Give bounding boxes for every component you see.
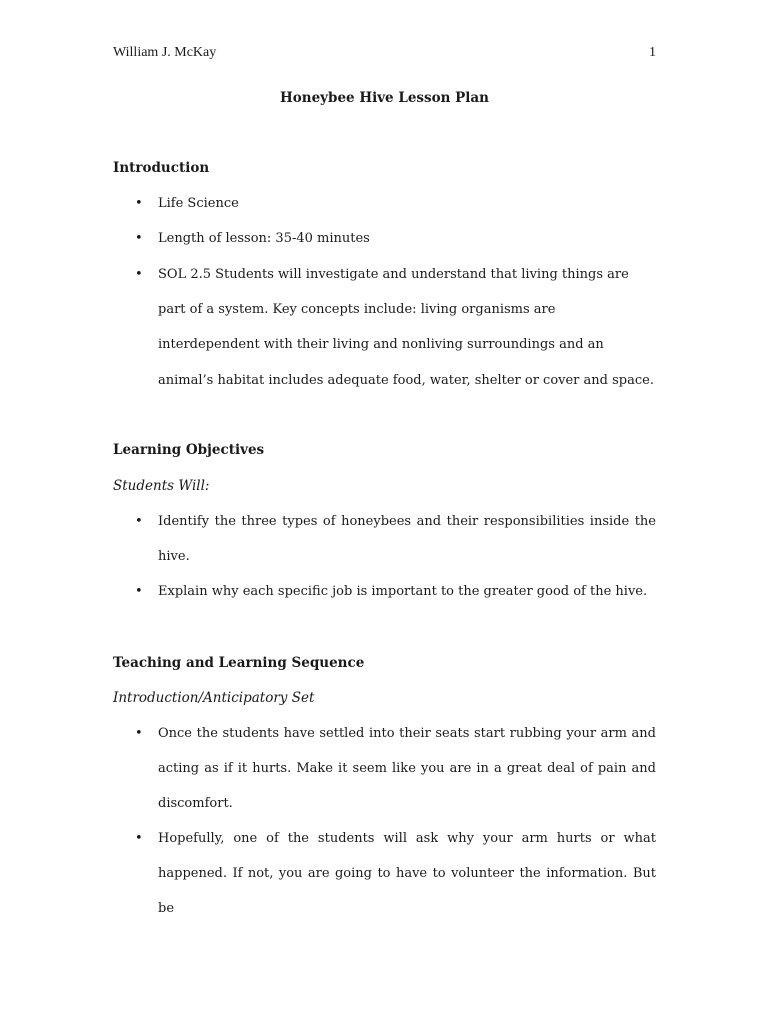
header-page-number: 1 xyxy=(649,45,656,60)
section-heading-objectives: Learning Objectives xyxy=(113,442,265,458)
list-item-text: Life Science xyxy=(158,196,239,211)
bullet-icon: • xyxy=(135,726,143,741)
document-title: Honeybee Hive Lesson Plan xyxy=(280,90,489,106)
list-item-text: Identify the three types of honeybees and their responsibilities inside the hive. xyxy=(158,514,656,565)
list-item-text: Hopefully, one of the students will ask why your arm hurts or what happened. If not, you are going to have to volunteer the information. But be xyxy=(158,831,656,917)
bullet-icon: • xyxy=(135,831,143,846)
list-item-text: Explain why each specific job is important to the greater good of the hive. xyxy=(158,584,648,599)
bullet-icon: • xyxy=(135,267,143,282)
list-item-text: Length of lesson: 35-40 minutes xyxy=(158,231,370,246)
bullet-icon: • xyxy=(135,584,143,599)
bullet-icon: • xyxy=(135,231,143,246)
list-item-text: SOL 2.5 Students will investigate and understand that living things are part of a system. Key concepts include: living organisms are interdependent with their living and nonliving surroundings and an animal’s habitat includes adequate food, water, shelter or cover and space. xyxy=(158,267,654,388)
section-heading-introduction: Introduction xyxy=(113,160,210,176)
header-author: William J. McKay xyxy=(113,45,217,60)
section-subheading-anticipatory-set: Introduction/Anticipatory Set xyxy=(113,690,315,706)
section-heading-sequence: Teaching and Learning Sequence xyxy=(113,655,365,671)
list-item-text: Once the students have settled into their seats start rubbing your arm and acting as if it hurts. Make it seem like you are in a great deal of pain and discomfort. xyxy=(158,726,656,812)
bullet-icon: • xyxy=(135,196,143,211)
bullet-icon: • xyxy=(135,514,143,529)
section-subheading-students-will: Students Will: xyxy=(113,478,210,494)
